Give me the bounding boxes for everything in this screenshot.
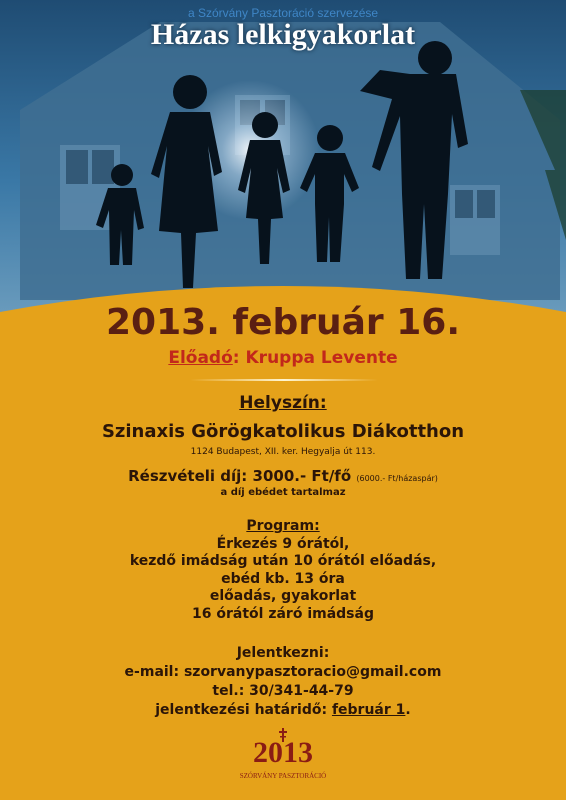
- contact-email[interactable]: e-mail: szorvanypasztoracio@gmail.com: [124, 664, 442, 680]
- program-item: Érkezés 9 órától,: [216, 535, 350, 552]
- logo-text: SZÓRVÁNY PASZTORÁCIÓ: [239, 772, 327, 780]
- page-title: Házas lelkigyakorlat: [150, 18, 416, 51]
- divider: [190, 379, 378, 381]
- venue-name: Szinaxis Görögkatolikus Diákotthon: [101, 421, 465, 442]
- program-heading: Program:: [246, 518, 320, 534]
- speaker-name: : Kruppa Levente: [232, 348, 398, 368]
- program-item: előadás, gyakorlat: [209, 588, 357, 604]
- contact-heading: Jelentkezni:: [236, 645, 330, 661]
- fee-line: [0, 467, 566, 485]
- fee-label: Részvételi díj: 3000.- Ft/fő: [128, 467, 352, 485]
- contact-section: [0, 644, 566, 720]
- contact-phone[interactable]: tel.: 30/341-44-79: [212, 683, 354, 699]
- venue-heading: Helyszín:: [239, 393, 327, 413]
- deadline-label: jelentkezési határidő:: [155, 702, 332, 718]
- deadline-end: .: [405, 702, 411, 718]
- venue-address: 1124 Budapest, XII. ker. Hegyalja út 113.: [190, 447, 376, 457]
- program-item: kezdő imádság után 10 órától előadás,: [129, 553, 437, 569]
- event-date: 2013. február 16.: [106, 302, 460, 343]
- program-section: [0, 518, 566, 623]
- fee-couple: (6000.- Ft/házaspár): [356, 474, 438, 483]
- logo-year: 2013: [253, 736, 313, 769]
- deadline-date: február 1: [331, 702, 406, 718]
- organizer-text: a Szórvány Pasztoráció szervezése: [187, 6, 379, 20]
- fee-note: a díj ebédet tartalmaz: [220, 487, 346, 498]
- speaker: [0, 348, 566, 368]
- logo: [233, 728, 333, 788]
- program-item: 16 órától záró imádság: [192, 605, 374, 622]
- speaker-label: Előadó: [168, 348, 233, 368]
- program-item: ebéd kb. 13 óra: [221, 570, 345, 587]
- contact-deadline: [0, 701, 566, 720]
